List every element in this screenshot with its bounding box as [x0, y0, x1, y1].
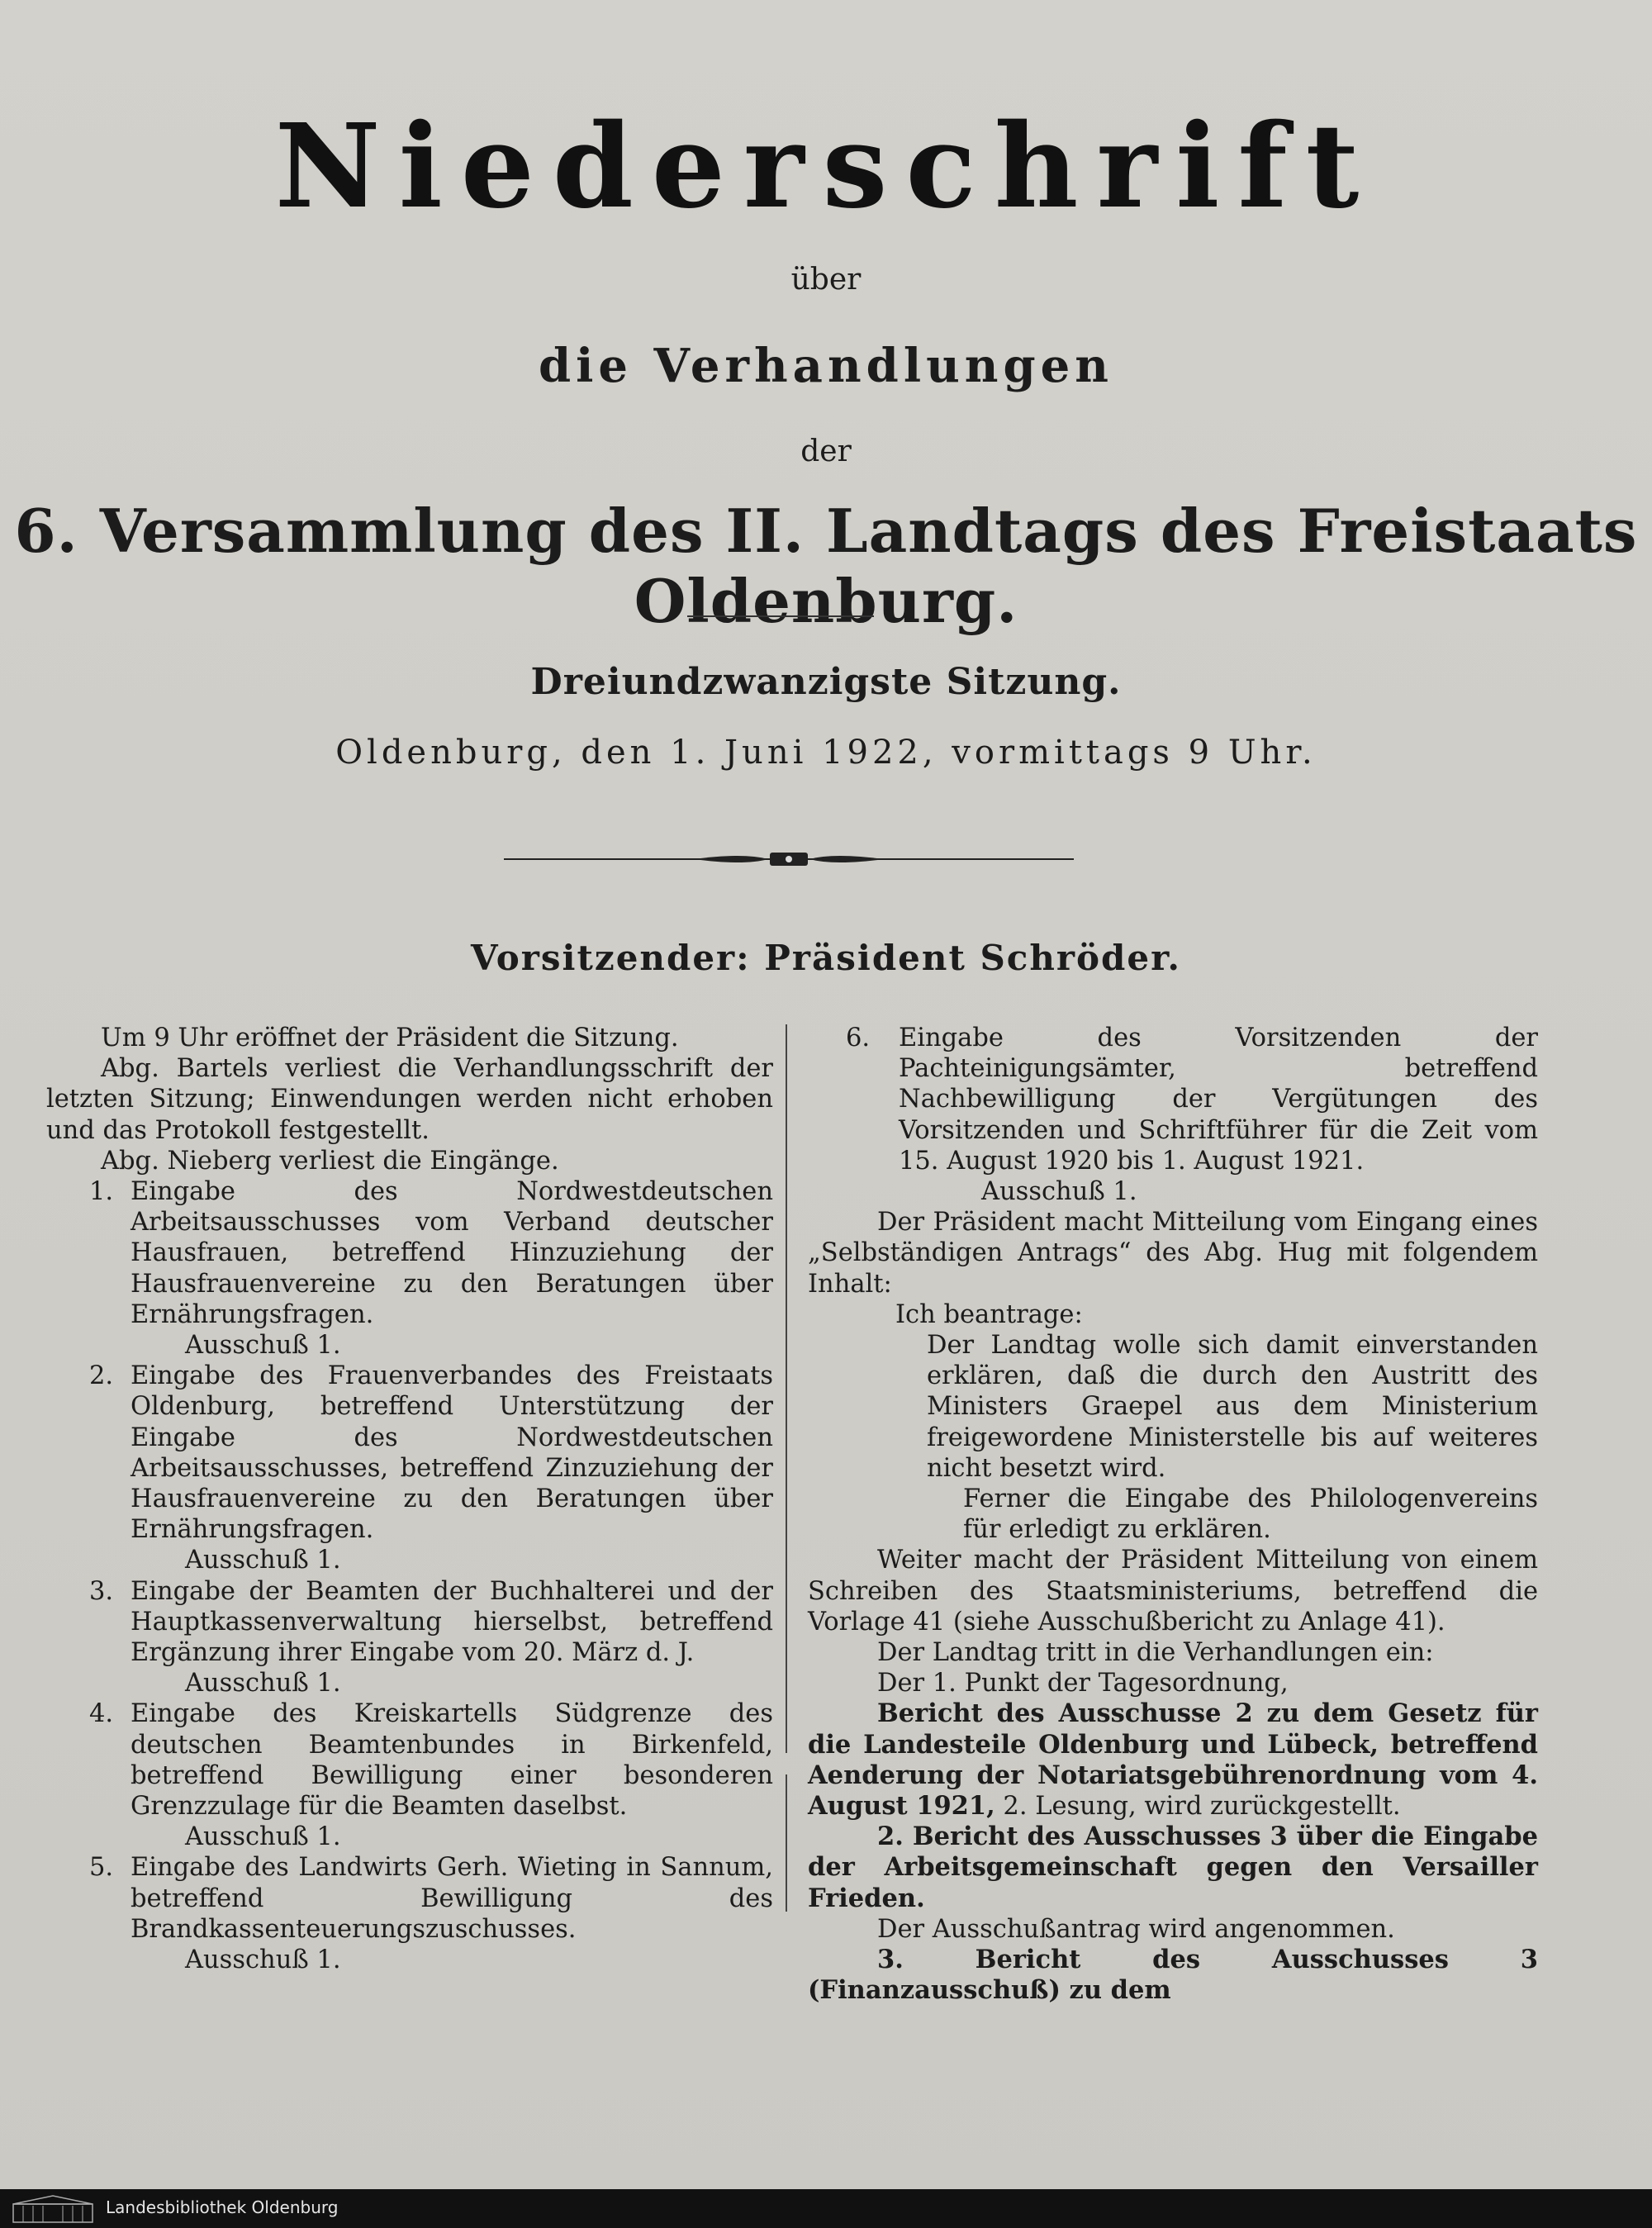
committee-ref: Ausschuß 1. — [185, 1669, 341, 1698]
committee-ref: Ausschuß 1. — [185, 1822, 341, 1852]
session-heading: Dreiundzwanzigste Sitzung. — [530, 661, 1122, 703]
item-number: 2. — [89, 1361, 114, 1391]
paragraph: Der Präsident macht Mitteilung vom Eingang eines „Selbständigen Antrags“ des Abg. Hug mit folgendem Inhalt: — [808, 1208, 1538, 1299]
list-item — [46, 1176, 773, 1330]
item-number: 6. — [846, 1024, 871, 1052]
library-building-icon — [12, 2194, 94, 2224]
agenda-item-title: 3. Bericht des Ausschusses 3 (Finanzausschuß) zu dem — [808, 1945, 1538, 2006]
dateline: Oldenburg, den 1. Juni 1922, vormittags 9 Uhr. — [335, 734, 1317, 772]
paragraph: Abg. Nieberg verliest die Eingänge. — [101, 1146, 559, 1176]
item-text: Eingabe des Nordwestdeutschen Arbeitsausschusses vom Verband deutscher Hausfrauen, betreffend Hinzuziehung der Hausfrauenvereine zu den Beratungen über Ernährungsfragen. — [131, 1177, 773, 1329]
paragraph: Abg. Bartels verliest die Verhandlungsschrift der letzten Sitzung; Einwendungen werden nicht erhoben und das Protokoll festgestellt. — [46, 1054, 773, 1145]
agenda-item-result: 2. Lesung, wird zurückgestellt. — [995, 1792, 1401, 1822]
agenda-item-title: Bericht des Ausschusse 2 zu dem Gesetz für die Landesteile Oldenburg und Lübeck, betreffend Aenderung der Notariatsgebührenordnung vom 4. August 1921, — [808, 1698, 1538, 1822]
agenda-item-title: 2. Bericht des Ausschusses 3 über die Eingabe der Arbeitsgemeinschaft gegen den Versailler Frieden. — [808, 1822, 1538, 1913]
assembly-heading: 6. Versammlung des II. Landtags des Freistaats Oldenburg. — [14, 496, 1638, 636]
motion-text: Ferner die Eingabe des Philologenvereins für erledigt zu erklären. — [963, 1485, 1538, 1545]
divider-rule — [687, 615, 874, 617]
paragraph: Der 1. Punkt der Tagesordnung, — [877, 1669, 1289, 1698]
item-number: 3. — [89, 1576, 114, 1606]
subtitle-der: der — [800, 435, 852, 468]
document-title: Niederschrift — [274, 99, 1378, 235]
item-number: 4. — [89, 1699, 114, 1729]
agenda-item — [808, 1698, 1538, 1822]
committee-ref: Ausschuß 1. — [185, 1945, 341, 1975]
chair-heading: Vorsitzender: Präsident Schröder. — [470, 938, 1182, 978]
column-divider — [786, 1024, 787, 1753]
paragraph: Weiter macht der Präsident Mitteilung von einem Schreiben des Staatsministeriums, betreffend die Vorlage 41 (siehe Ausschußbericht zu Anlage 41). — [808, 1546, 1538, 1637]
committee-ref: Ausschuß 1. — [185, 1331, 341, 1361]
list-item — [46, 1576, 773, 1669]
list-item — [808, 1023, 1538, 1176]
list-item — [46, 1361, 773, 1545]
item-text: Eingabe des Vorsitzenden der Pachteinigungsämter, betreffend Nachbewilligung der Vergütungen des Vorsitzenden und Schriftführer für die Zeit vom 15. August 1920 bis 1. August 1921. — [899, 1024, 1538, 1176]
paragraph: Ich beantrage: — [895, 1299, 1083, 1329]
committee-ref: Ausschuß 1. — [185, 1546, 341, 1575]
item-text: Eingabe der Beamten der Buchhalterei und der Hauptkassenverwaltung hierselbst, betreffend Ergänzung ihrer Eingabe vom 20. März d. J. — [131, 1576, 773, 1668]
footer-bar — [0, 2189, 1652, 2228]
library-name: Landesbibliothek Oldenburg — [106, 2197, 339, 2217]
item-number: 5. — [89, 1853, 114, 1883]
committee-ref: Ausschuß 1. — [981, 1177, 1137, 1207]
paragraph: Der Ausschußantrag wird angenommen. — [877, 1914, 1395, 1944]
paragraph: Der Landtag tritt in die Verhandlungen ein: — [877, 1638, 1434, 1668]
item-number: 1. — [89, 1177, 114, 1207]
subtitle-verhandlungen: die Verhandlungen — [538, 339, 1114, 393]
item-text: Eingabe des Kreiskartells Südgrenze des deutschen Beamtenbundes in Birkenfeld, betreffend Bewilligung einer besonderen Grenzzulage für die Beamten daselbst. — [131, 1699, 773, 1822]
left-column — [46, 1023, 773, 1975]
ornament-divider — [504, 843, 1074, 876]
item-text: Eingabe des Landwirts Gerh. Wieting in Sannum, betreffend Bewilligung des Brandkassenteuerungszuschusses. — [131, 1853, 773, 1944]
list-item — [46, 1852, 773, 1945]
motion-text: Der Landtag wolle sich damit einverstanden erklären, daß die durch den Austritt des Ministers Graepel aus dem Ministerium freigewordene Ministerstelle bis auf weiteres nicht besetzt wird. — [927, 1331, 1538, 1483]
right-column — [808, 1023, 1538, 2007]
column-divider — [786, 1774, 787, 1912]
list-item — [46, 1698, 773, 1822]
item-text: Eingabe des Frauenverbandes des Freistaats Oldenburg, betreffend Unterstützung der Eingabe des Nordwestdeutschen Arbeitsausschusses, betreffend Zinzuziehung der Hausfrauenvereine zu den Beratungen über Ernährungsfragen. — [131, 1361, 773, 1545]
paragraph: Um 9 Uhr eröffnet der Präsident die Sitzung. — [101, 1024, 679, 1052]
subtitle-ueber: über — [790, 263, 862, 297]
